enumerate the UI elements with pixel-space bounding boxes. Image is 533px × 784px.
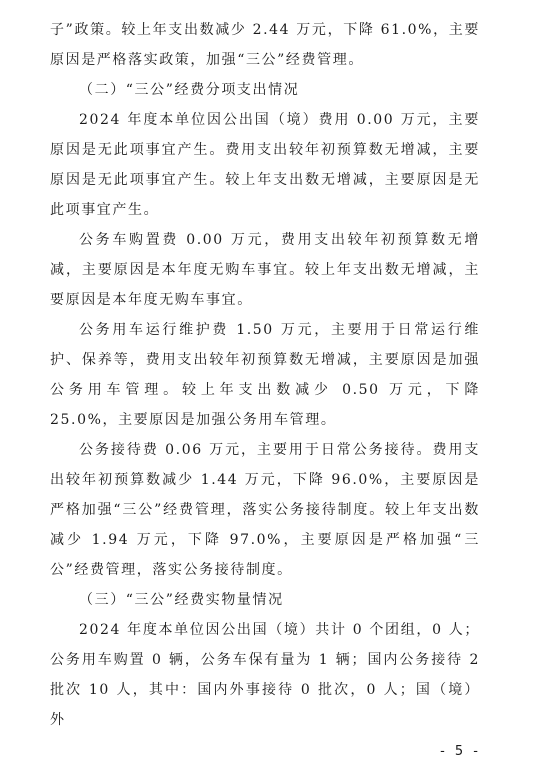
paragraph-vehicle-purchase: 公务车购置费 0.00 万元，费用支出较年初预算数无增减，主要原因是本年度无购车事宜。较上年支出数无增减，主要原因是本年度无购车事宜。	[50, 232, 480, 308]
section-heading-physical-quantity: （三）“三公”经费实物量情况	[79, 592, 284, 608]
paragraph-official-reception: 公务接待费 0.06 万元，主要用于日常公务接待。费用支出较年初预算数减少 1.44 万元，下降 96.0%，主要原因是严格加强“三公”经费管理，落实公务接待制度。较上年支出数减少 1.94 万元，下降 97.0%，主要原因是严格加强“三公”经费管理，落实公务接待制度。	[50, 442, 480, 578]
page-number: - 5 -	[440, 744, 481, 759]
paragraph-overseas-travel: 2024 年度本单位因公出国（境）费用 0.00 万元，主要原因是无此项事宜产生。费用支出较年初预算数无增减，主要原因是无此项事宜产生。较上年支出数无增减，主要原因是无此项事宜产生。	[50, 112, 480, 218]
page-body	[50, 15, 480, 735]
paragraph-physical-quantity: 2024 年度本单位因公出国（境）共计 0 个团组，0 人；公务用车购置 0 辆，公务车保有量为 1 辆；国内公务接待 2 批次 10 人，其中：国内外事接待 0 批次，0 人；国（境）外	[50, 622, 480, 728]
paragraph-continuation: 子”政策。较上年支出数减少 2.44 万元，下降 61.0%，主要原因是严格落实政策，加强“三公”经费管理。	[50, 22, 480, 68]
paragraph-vehicle-operation: 公务用车运行维护费 1.50 万元，主要用于日常运行维护、保养等，费用支出较年初预算数无增减，主要原因是加强公务用车管理。较上年支出数减少 0.50 万元，下降 25.0%，主要原因是加强公务用车管理。	[50, 322, 480, 428]
section-heading-itemized-expenses: （二）“三公”经费分项支出情况	[79, 82, 300, 98]
